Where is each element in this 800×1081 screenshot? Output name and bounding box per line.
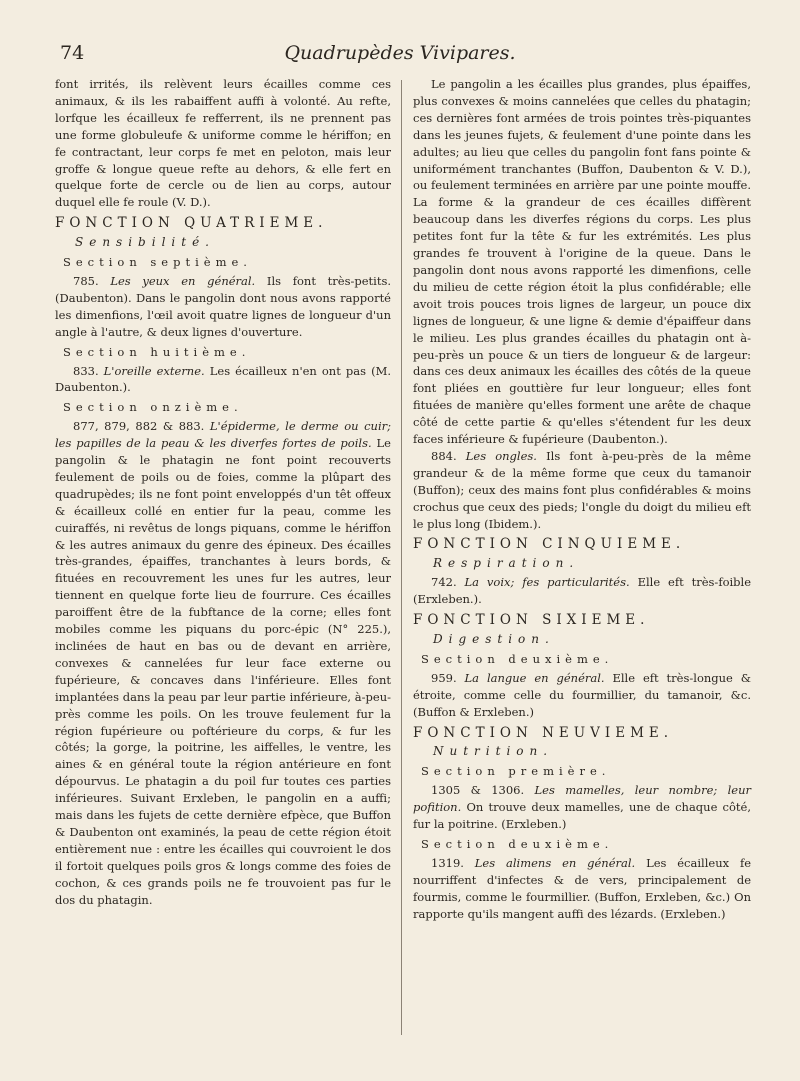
section-heading: Section deuxième. (421, 651, 614, 666)
column-divider (401, 80, 402, 1035)
right-column (413, 76, 751, 923)
article-paragraph (413, 574, 751, 608)
section-heading: Section septième. (63, 255, 252, 270)
section-heading: Section onzième. (63, 400, 243, 415)
article-number: 785. (73, 273, 99, 288)
section-heading: Section huitième. (63, 344, 251, 359)
article-text: Elle eft très-longue & étroite, comme celle du fourmillier, du tamanoir, &c. (Buffon & Erxleben.) (413, 670, 751, 719)
article-paragraph (413, 670, 751, 721)
article-number: 833. (73, 363, 99, 378)
article-paragraph (55, 418, 391, 908)
article-title: Les yeux en général. (110, 273, 256, 288)
article-text: Les écailleux n'en ont pas (M. Daubenton.). (55, 363, 391, 395)
article-title: L'épiderme, le derme ou cuir; les papilles de la peau & les diverfes fortes de poils. (55, 419, 392, 451)
paragraph: Le pangolin a les écailles plus grandes, plus épaiffes, plus convexes & moins cannelées que celles du phatagin; ces dernières font armées de trois pointes très-piquantes dans les jeunes fujets, & feulement d'une pointe dans les adultes; au lieu que celles du pangolin font fans pointe & uniformément tranchantes (Buffon, Daubenton & V. D.), ou feulement terminées en arrière par une pointe mouffe. La forme & la grandeur de ces écailles diffèrent beaucoup dans les diverfes régions du corps. Les plus petites font fur la tête & fur les extrémités. Les plus grandes fe trouvent à l'origine de la queue. Dans le pangolin dont nous avons rapporté les dimenfions, celle du milieu de cette région étoit la plus confidérable; elle avoit trois pouces trois lignes de largeur, un pouce dix lignes de longueur, & une ligne & demie d'épaiffeur dans le milieu. Les plus grandes écailles du phatagin ont à-peu-près un pouce & un tiers de longueur & de largeur: dans ces deux animaux les écailles des côtés de la queue font pliées en gouttière fur leur longueur; elles font fituées de manière qu'elles forment une arête de chaque côté de cette partie & qu'elles s'étendent fur les deux faces inférieure & fupérieure (Daubenton.). (413, 77, 751, 447)
article-title: Les mamelles, leur nombre; leur pofition. (413, 783, 751, 815)
fonction-subtitle: Digestion. (433, 632, 555, 646)
article-number: 742. (431, 575, 457, 590)
fonction-heading: FONCTION CINQUIEME. (413, 536, 686, 553)
article-text: Les écailleux fe nourriffent d'infectes & de vers, principalement de fourmis, comme le fourmillier. (Buffon, Erxleben, &c.) On rapporte qu'ils mangent auffi des lézards. (Erxleben.) (413, 855, 752, 921)
fonction-subtitle: Respiration. (433, 556, 580, 571)
article-number: 884. (431, 448, 457, 463)
section-heading: Section deuxième. (421, 836, 614, 851)
article-title: L'oreille externe. (103, 363, 205, 378)
page-number: 74 (60, 42, 85, 64)
article-number: 1319. (431, 855, 464, 870)
article-title: La voix; fes particularités. (464, 575, 630, 590)
article-text: Le pangolin & le phatagin ne font point recouverts feulement de poils ou de foies, comme la plûpart des quadrupèdes; ils ne font point enveloppés d'un têt offeux & écailleux collé en entier fur la peau, comme les cuiraffés, ni revêtus de longs piquans, comme le hériffon & les autres animaux du genre des épineux. Des écailles très-grandes, épaiffes, tranchantes à leurs bords, & fituées en recouvrement les unes fur les autres, leur tiennent en quelque forte lieu de fourrure. Ces écailles paroiffent être de la fubftance de la corne; elles font mobiles comme les piquans du porc-épic (N° 225.), inclinées de haut en bas ou de devant en arrière, convexes & cannelées fur leur face externe ou fupérieure, & concaves dans l'inférieure. Elles font implantées dans la peau par leur partie inférieure, à-peu-près comme les poils. On les trouve feulement fur la région fupérieure ou poftérieure du corps, & fur les côtés; la gorge, la poitrine, les aiffelles, le ventre, les aines & en général toute la région antérieure en font dépourvus. Le phatagin a du poil fur toutes ces parties inférieures. Suivant Erxleben, le pangolin en a auffi; mais dans les fujets de cette dernière efpèce, que Buffon & Daubenton ont examinés, la peau de cette région étoit entièrement nue : entre les écailles qui couvroient le dos il fortoit quelques poils gros & longs comme des foies de cochon, & ces grands poils ne fe trouvoient pas fur le dos du phatagin. (55, 436, 391, 907)
article-text: Ils font très-petits. (Daubenton). Dans le pangolin dont nous avons rapporté les dimenfions, l'œil avoit quatre lignes de longueur d'un angle à l'autre, & deux lignes d'ouverture. (55, 273, 392, 339)
fonction-subtitle: Sensibilité. (75, 235, 215, 250)
article-paragraph (55, 363, 391, 397)
article-text: Ils font à-peu-près de la même grandeur & de la même forme que ceux du tamanoir (Buffon); ceux des mains font plus confidérables & moins crochus que ceux des pieds; l'ongle du doigt du milieu eft le plus long (Ibidem.). (413, 448, 752, 531)
article-title: La langue en général. (464, 670, 605, 685)
article-paragraph (55, 273, 391, 341)
article-text: Elle eft très-foible (Erxleben.). (413, 575, 752, 607)
left-column (55, 76, 391, 909)
article-title: Les alimens en général. (474, 855, 636, 870)
article-number: 959. (431, 670, 457, 685)
fonction-subtitle: Nutrition. (433, 744, 554, 759)
fonction-heading: FONCTION SIXIEME. (413, 612, 650, 629)
article-number: 1305 & 1306. (431, 783, 525, 798)
running-title: Quadrupèdes Vivipares. (284, 42, 516, 64)
article-text: On trouve deux mamelles, une de chaque côté, fur la poitrine. (Erxleben.) (413, 800, 752, 832)
article-title: Les ongles. (465, 448, 537, 463)
article-paragraph (413, 855, 751, 923)
page-header (60, 42, 740, 68)
article-paragraph (413, 448, 751, 533)
article-number: 877, 879, 882 & 883. (73, 419, 205, 434)
section-heading: Section première. (421, 764, 611, 779)
article-paragraph (413, 782, 751, 833)
paragraph: font irrités, ils relèvent leurs écailles comme ces animaux, & ils les rabaiffent auffi à volonté. Au refte, lorfque les écailleux fe refferrent, ils ne prennent pas une forme globuleufe & uniforme comme le hériffon; en fe contractant, leur corps fe met en peloton, mais leur groffe & longue queue refte au dehors, & elle fert en quelque forte de cercle ou de lien au corps, autour duquel elle fe roule (V. D.). (55, 77, 391, 210)
fonction-heading: FONCTION QUATRIEME. (55, 215, 328, 232)
fonction-heading: FONCTION NEUVIEME. (413, 724, 674, 741)
